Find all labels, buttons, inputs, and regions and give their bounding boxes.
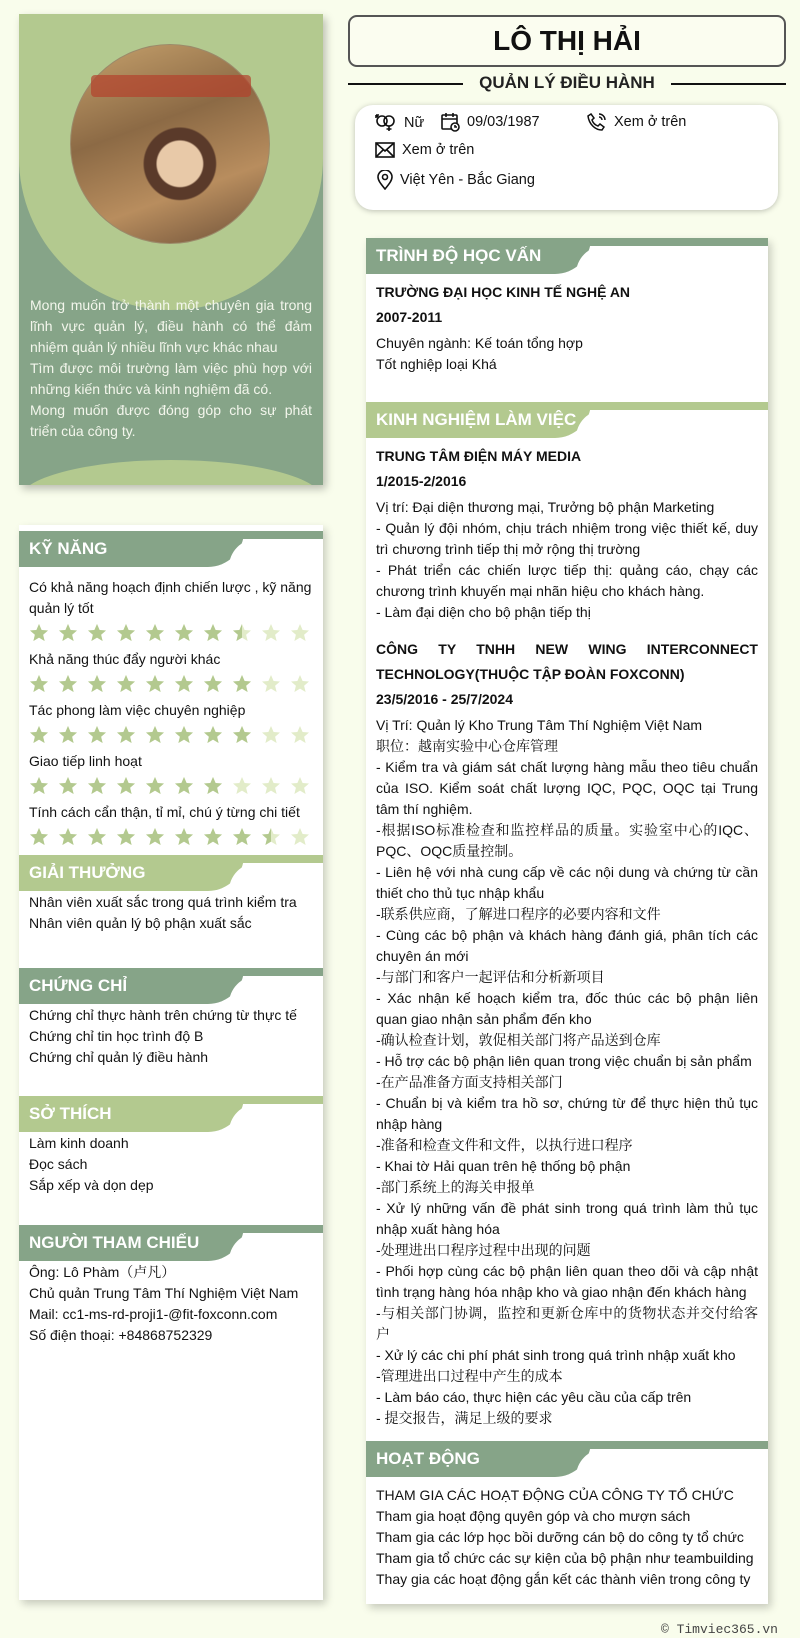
avatar <box>70 44 270 244</box>
activities-heading: HOẠT ĐỘNG <box>366 1441 768 1477</box>
star-icon <box>87 776 107 796</box>
references-list <box>19 1261 323 1346</box>
star-icon <box>174 725 194 745</box>
reference-phone: Số điện thoại: +84868752329 <box>29 1327 213 1343</box>
star-icon <box>29 623 49 643</box>
job-title: QUẢN LÝ ĐIỀU HÀNH <box>479 73 655 92</box>
star-icon <box>203 725 223 745</box>
hobby-item: Sắp xếp và dọn dẹp <box>29 1177 154 1193</box>
awards-list <box>19 891 323 934</box>
gender-icon <box>375 114 397 132</box>
star-icon <box>174 776 194 796</box>
phone-icon <box>587 112 607 132</box>
skill-rating <box>29 725 313 745</box>
contact-address: Việt Yên - Bắc Giang <box>377 170 535 190</box>
skill-rating <box>29 827 313 847</box>
skills-heading: KỸ NĂNG <box>19 531 323 567</box>
candidate-name: LÔ THỊ HẢI <box>348 15 786 67</box>
star-icon <box>87 623 107 643</box>
contact-phone[interactable]: Xem ở trên <box>587 112 686 132</box>
star-icon <box>58 827 78 847</box>
star-icon <box>203 776 223 796</box>
education-section <box>366 274 768 375</box>
skill-name: Tác phong làm việc chuyên nghiệp <box>29 702 246 718</box>
reference-position: Chủ quản Trung Tâm Thí Nghiệm Việt Nam <box>29 1285 299 1301</box>
star-icon <box>145 674 165 694</box>
certificates-list <box>19 1004 323 1068</box>
skill-rating <box>29 623 313 643</box>
right-column <box>366 238 768 1604</box>
award-item: Nhân viên quản lý bộ phận xuất sắc <box>29 915 252 931</box>
star-icon <box>232 776 252 796</box>
reference-email[interactable]: Mail: cc1-ms-rd-proji1-@fit-foxconn.com <box>29 1306 278 1322</box>
star-icon <box>58 725 78 745</box>
star-icon <box>58 623 78 643</box>
star-icon <box>261 827 281 847</box>
star-icon <box>232 674 252 694</box>
skill-name: Giao tiếp linh hoạt <box>29 753 142 769</box>
contact-email[interactable]: Xem ở trên <box>375 142 474 158</box>
experience-heading: KINH NGHIỆM LÀM VIỆC <box>366 402 768 438</box>
reference-name: Ông: Lô Phàm（卢凡） <box>29 1264 176 1280</box>
star-icon <box>145 776 165 796</box>
contact-birthday: 09/03/1987 <box>440 112 540 132</box>
star-icon <box>232 725 252 745</box>
star-icon <box>174 674 194 694</box>
footer-credit[interactable]: © Timviec365.vn <box>660 1622 778 1637</box>
star-icon <box>116 827 136 847</box>
job-details: Vị Trí: Quản lý Kho Trung Tâm Thí Nghiệm Việt Nam 职位：越南实验中心仓库管理 - Kiểm tra và giám sát chất lượng hàng mẫu theo tiêu chuẩn của ISO. Kiểm soát chất lượng IQC, PQC, OQC tại Trung tâm thí nghiệm. -根据ISO标准检查和监控样品的质量。实验室中心的IQC、PQC、OQC质量控制。 - Liên hệ với nhà cung cấp về các nội dung và chứng từ cần thiết cho thủ tục nhập khẩu -联系供应商，了解进口程序的必要内容和文件 - Cùng các bộ phận và khách hàng đánh giá, phân tích các chuyên án mới -与部门和客户一起评估和分析新项目 - Xác nhận kế hoạch kiểm tra, đốc thúc các bộ phận liên quan giao nhận sản phẩm đến kho -确认检查计划，敦促相关部门将产品送到仓库 - Hỗ trợ các bộ phận liên quan trong việc chuẩn bị sản phẩm -在产品准备方面支持相关部门 - Chuẩn bị và kiểm tra hồ sơ, chứng từ để thực hiện thủ tục nhập hàng -准备和检查文件和文件，以执行进口程序 - Khai tờ Hải quan trên hệ thống bộ phận -部门系统上的海关申报单 - Xử lý những vấn đề phát sinh trong quá trình làm thủ tục nhập xuất hàng hóa -处理进出口程序过程中出现的问题 - Phối hợp cùng các bộ phận liên quan theo dõi và cập nhật tình trạng hàng hóa nhập kho và giao nhận đến khách hàng -与相关部门协调，监控和更新仓库中的货物状态并交付给客户 - Xử lý các chi phí phát sinh trong quá trình nhập xuất kho -管理进出口过程中产生的成本 - Làm báo cáo, thực hiện các yêu cầu của cấp trên - 提交报告，满足上级的要求 <box>376 717 758 1426</box>
star-icon <box>29 674 49 694</box>
star-icon <box>29 725 49 745</box>
decor-footer <box>19 460 323 485</box>
star-icon <box>87 674 107 694</box>
star-icon <box>29 776 49 796</box>
star-icon <box>116 776 136 796</box>
location-pin-icon <box>377 170 393 190</box>
activities-section <box>366 1477 768 1590</box>
star-icon <box>58 674 78 694</box>
star-icon <box>116 725 136 745</box>
education-heading: TRÌNH ĐỘ HỌC VẤN <box>366 238 768 274</box>
skill-name: Khả năng thúc đẩy người khác <box>29 651 221 667</box>
star-icon <box>174 827 194 847</box>
star-icon <box>58 776 78 796</box>
skill-name: Tính cách cẩn thận, tỉ mỉ, chú ý từng chi tiết <box>29 804 300 820</box>
star-icon <box>174 623 194 643</box>
skills-list <box>19 567 323 847</box>
star-icon <box>145 623 165 643</box>
star-icon <box>290 623 310 643</box>
skill-name: Có khả năng hoạch định chiến lược , kỹ năng quản lý tốt <box>29 579 312 616</box>
job-company: CÔNG TY TNHH NEW WING INTERCONNECT TECHNOLOGY(THUỘC TẬP ĐOÀN FOXCONN) <box>376 641 758 682</box>
career-objective: Mong muốn trở thành một chuyên gia trong lĩnh vực quản lý, điều hành có thể đảm nhiệm quản lý nhiều lĩnh vực khác nhau Tìm được môi trường làm việc phù hợp với những kiến thức và kinh nghiệm đã có. Mong muốn được đóng góp cho sự phát triển của công ty. <box>30 297 312 439</box>
award-item: Nhân viên xuất sắc trong quá trình kiểm tra <box>29 894 297 910</box>
skill-rating <box>29 674 313 694</box>
star-icon <box>203 674 223 694</box>
contact-card <box>355 105 778 210</box>
contact-gender: Nữ <box>375 114 424 132</box>
star-icon <box>29 827 49 847</box>
job-period: 23/5/2016 - 25/7/2024 <box>376 691 514 707</box>
hobby-item: Đọc sách <box>29 1156 88 1172</box>
activities-details: THAM GIA CÁC HOẠT ĐỘNG CỦA CÔNG TY TỔ CHỨC Tham gia hoạt động quyên góp và cho mượn sách Tham gia các lớp học bồi dưỡng cán bộ do công ty tổ chức Tham gia tổ chức các sự kiện của bộ phận như teambuilding Thay gia các hoạt động gắn kết các thành viên trong công ty <box>376 1487 754 1587</box>
calendar-icon <box>440 112 460 132</box>
star-icon <box>87 725 107 745</box>
job-details: Vị trí: Đại diện thương mại, Trưởng bộ phận Marketing - Quản lý đội nhóm, chịu trách nhiệm trong việc thiết kế, duy trì chương trình tiếp thị mở rộng thị trường - Phát triển các chiến lược tiếp thị: quảng cáo, chạy các chương trình khuyến mại nhãn hiệu cho khách hàng. - Làm đại diện cho bộ phận tiếp thị <box>376 499 758 620</box>
education-period: 2007-2011 <box>376 309 443 325</box>
left-column <box>19 525 323 1600</box>
star-icon <box>261 674 281 694</box>
star-icon <box>116 623 136 643</box>
star-icon <box>232 827 252 847</box>
envelope-icon <box>375 142 395 158</box>
certificate-item: Chứng chỉ tin học trình độ B <box>29 1028 204 1044</box>
references-heading: NGƯỜI THAM CHIẾU <box>19 1225 323 1261</box>
job-title-row <box>348 72 786 94</box>
star-icon <box>145 725 165 745</box>
awards-heading: GIẢI THƯỞNG <box>19 855 323 891</box>
certificate-item: Chứng chỉ thực hành trên chứng từ thực tế <box>29 1007 297 1023</box>
star-icon <box>116 674 136 694</box>
star-icon <box>203 623 223 643</box>
star-icon <box>290 725 310 745</box>
job-period: 1/2015-2/2016 <box>376 473 467 489</box>
certificates-heading: CHỨNG CHỈ <box>19 968 323 1004</box>
star-icon <box>261 725 281 745</box>
star-icon <box>145 827 165 847</box>
star-icon <box>261 623 281 643</box>
star-icon <box>290 776 310 796</box>
job-company: TRUNG TÂM ĐIỆN MÁY MEDIA <box>376 448 582 464</box>
hobby-item: Làm kinh doanh <box>29 1135 129 1151</box>
star-icon <box>290 674 310 694</box>
star-icon <box>203 827 223 847</box>
star-icon <box>232 623 252 643</box>
experience-section <box>366 438 768 1429</box>
skill-rating <box>29 776 313 796</box>
star-icon <box>261 776 281 796</box>
star-icon <box>87 827 107 847</box>
education-details: Chuyên ngành: Kế toán tổng hợp Tốt nghiệp loại Khá <box>376 335 583 372</box>
star-icon <box>290 827 310 847</box>
hobbies-list <box>19 1132 323 1196</box>
profile-card <box>19 14 323 485</box>
hobbies-heading: SỞ THÍCH <box>19 1096 323 1132</box>
certificate-item: Chứng chỉ quản lý điều hành <box>29 1049 209 1065</box>
school-name: TRƯỜNG ĐẠI HỌC KINH TẾ NGHỆ AN <box>376 284 631 300</box>
